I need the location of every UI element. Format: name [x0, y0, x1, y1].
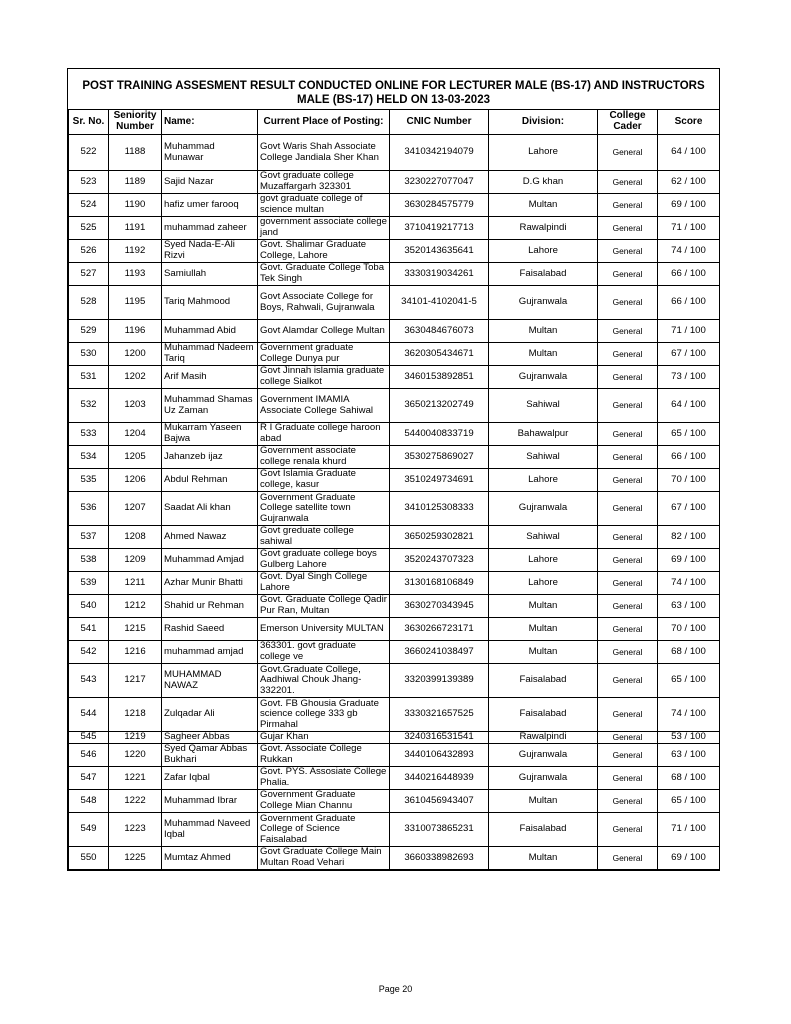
row-sr: 549	[69, 813, 109, 847]
row-score: 69 / 100	[658, 847, 720, 870]
row-cnic: 3650259302821	[390, 526, 489, 549]
row-division: Lahore	[489, 549, 598, 572]
row-posting: Govt greduate college sahiwal	[258, 526, 390, 549]
row-sr: 547	[69, 767, 109, 790]
row-posting: Govt Islamia Graduate college, kasur	[258, 469, 390, 492]
row-posting: Govt. Dyal Singh College Lahore	[258, 572, 390, 595]
row-cader: General	[598, 595, 658, 618]
header-division: Division:	[489, 110, 598, 135]
row-cnic: 3630284575779	[390, 194, 489, 217]
row-cader: General	[598, 813, 658, 847]
row-name: Muhammad Shamas Uz Zaman	[162, 389, 258, 423]
row-posting: Govt. PYS. Assosiate College Phalia.	[258, 767, 390, 790]
row-score: 68 / 100	[658, 767, 720, 790]
row-division: Gujranwala	[489, 366, 598, 389]
row-cader: General	[598, 469, 658, 492]
row-posting: Govt graduate college Muzaffargarh 323301	[258, 171, 390, 194]
table-row	[69, 526, 720, 549]
row-cader: General	[598, 744, 658, 767]
row-score: 70 / 100	[658, 469, 720, 492]
row-sr: 546	[69, 744, 109, 767]
row-seniority: 1222	[109, 790, 162, 813]
row-seniority: 1218	[109, 698, 162, 732]
row-cader: General	[598, 135, 658, 171]
row-posting: Government IMAMIA Associate College Sahiwal	[258, 389, 390, 423]
header-cader: College Cader	[598, 110, 658, 135]
table-row	[69, 698, 720, 732]
row-posting: govt graduate college of science multan	[258, 194, 390, 217]
row-sr: 541	[69, 618, 109, 641]
row-name: Syed Nada-E-Ali Rizvi	[162, 240, 258, 263]
row-seniority: 1195	[109, 286, 162, 320]
header-seniority: Seniority Number	[109, 110, 162, 135]
row-cnic: 3410342194079	[390, 135, 489, 171]
row-posting: Govt. Graduate College Toba Tek Singh	[258, 263, 390, 286]
row-cader: General	[598, 698, 658, 732]
row-cader: General	[598, 389, 658, 423]
table-row	[69, 767, 720, 790]
table-row	[69, 171, 720, 194]
row-cnic: 3310073865231	[390, 813, 489, 847]
row-name: Ahmed Nawaz	[162, 526, 258, 549]
row-division: Sahiwal	[489, 446, 598, 469]
row-name: Mukarram Yaseen Bajwa	[162, 423, 258, 446]
row-posting: 363301. govt graduate college ve	[258, 641, 390, 664]
row-score: 65 / 100	[658, 790, 720, 813]
row-cader: General	[598, 492, 658, 526]
row-cader: General	[598, 618, 658, 641]
row-seniority: 1205	[109, 446, 162, 469]
row-name: Rashid Saeed	[162, 618, 258, 641]
row-name: Sajid Nazar	[162, 171, 258, 194]
row-cader: General	[598, 572, 658, 595]
row-cnic: 3330321657525	[390, 698, 489, 732]
row-division: Gujranwala	[489, 492, 598, 526]
results-table	[68, 109, 720, 870]
row-division: Faisalabad	[489, 664, 598, 698]
row-cader: General	[598, 732, 658, 744]
row-cader: General	[598, 446, 658, 469]
row-posting: Govt. Associate College Rukkan	[258, 744, 390, 767]
row-cnic: 3650213202749	[390, 389, 489, 423]
row-division: Multan	[489, 847, 598, 870]
row-score: 53 / 100	[658, 732, 720, 744]
row-score: 65 / 100	[658, 664, 720, 698]
row-posting: Govt. Shalimar Graduate College, Lahore	[258, 240, 390, 263]
row-seniority: 1191	[109, 217, 162, 240]
row-name: Tariq Mahmood	[162, 286, 258, 320]
row-division: Faisalabad	[489, 698, 598, 732]
table-row	[69, 423, 720, 446]
table-header-row	[69, 110, 720, 135]
row-sr: 524	[69, 194, 109, 217]
row-sr: 527	[69, 263, 109, 286]
table-row	[69, 240, 720, 263]
document-title: POST TRAINING ASSESMENT RESULT CONDUCTED ONLINE FOR LECTURER MALE (BS-17) AND INSTRUCTORS MALE (BS-17) HELD ON 13-03-2023	[82, 80, 705, 106]
row-name: Abdul Rehman	[162, 469, 258, 492]
table-row	[69, 135, 720, 171]
row-division: Sahiwal	[489, 389, 598, 423]
row-sr: 536	[69, 492, 109, 526]
row-seniority: 1211	[109, 572, 162, 595]
row-seniority: 1208	[109, 526, 162, 549]
row-seniority: 1207	[109, 492, 162, 526]
row-division: Rawalpindi	[489, 217, 598, 240]
row-sr: 540	[69, 595, 109, 618]
row-division: Faisalabad	[489, 813, 598, 847]
header-posting: Current Place of Posting:	[258, 110, 390, 135]
row-posting: government associate college jand	[258, 217, 390, 240]
table-row	[69, 790, 720, 813]
row-posting: Emerson University MULTAN	[258, 618, 390, 641]
row-score: 66 / 100	[658, 286, 720, 320]
table-row	[69, 595, 720, 618]
row-sr: 537	[69, 526, 109, 549]
row-sr: 544	[69, 698, 109, 732]
row-score: 62 / 100	[658, 171, 720, 194]
table-row	[69, 366, 720, 389]
table-row	[69, 744, 720, 767]
row-cnic: 3660241038497	[390, 641, 489, 664]
row-division: Lahore	[489, 572, 598, 595]
row-cnic: 3610456943407	[390, 790, 489, 813]
row-division: Multan	[489, 790, 598, 813]
header-sr: Sr. No.	[69, 110, 109, 135]
row-sr: 532	[69, 389, 109, 423]
row-name: Muhammad Naveed Iqbal	[162, 813, 258, 847]
row-posting: Gujar Khan	[258, 732, 390, 744]
row-score: 82 / 100	[658, 526, 720, 549]
row-name: Sagheer Abbas	[162, 732, 258, 744]
row-name: muhammad amjad	[162, 641, 258, 664]
page-number: Page 20	[378, 984, 413, 994]
row-posting: Govt Jinnah islamia graduate college Sialkot	[258, 366, 390, 389]
row-score: 70 / 100	[658, 618, 720, 641]
row-cader: General	[598, 366, 658, 389]
header-cnic: CNIC Number	[390, 110, 489, 135]
row-seniority: 1206	[109, 469, 162, 492]
row-posting: Government associate college renala khurd	[258, 446, 390, 469]
results-sheet	[67, 68, 720, 871]
table-row	[69, 389, 720, 423]
row-division: Multan	[489, 343, 598, 366]
row-posting: Govt Waris Shah Associate College Jandiala Sher Khan	[258, 135, 390, 171]
row-sr: 550	[69, 847, 109, 870]
row-division: Lahore	[489, 240, 598, 263]
row-score: 69 / 100	[658, 549, 720, 572]
row-seniority: 1196	[109, 320, 162, 343]
table-row	[69, 194, 720, 217]
row-sr: 526	[69, 240, 109, 263]
row-seniority: 1188	[109, 135, 162, 171]
row-division: Bahawalpur	[489, 423, 598, 446]
row-cader: General	[598, 790, 658, 813]
row-seniority: 1223	[109, 813, 162, 847]
table-row	[69, 641, 720, 664]
row-division: Multan	[489, 320, 598, 343]
row-division: Gujranwala	[489, 286, 598, 320]
table-row	[69, 343, 720, 366]
row-name: Jahanzeb ijaz	[162, 446, 258, 469]
row-division: Gujranwala	[489, 744, 598, 767]
row-score: 63 / 100	[658, 744, 720, 767]
row-posting: Govt.Graduate College, Aadhiwal Chouk Jhang-332201.	[258, 664, 390, 698]
row-seniority: 1202	[109, 366, 162, 389]
row-posting: Government Graduate College Mian Channu	[258, 790, 390, 813]
row-posting: Government Graduate College of Science Faisalabad	[258, 813, 390, 847]
row-cnic: 3530275869027	[390, 446, 489, 469]
row-division: Lahore	[489, 135, 598, 171]
row-posting: Govt graduate college boys Gulberg Lahore	[258, 549, 390, 572]
row-cnic: 3520143635641	[390, 240, 489, 263]
row-cader: General	[598, 263, 658, 286]
row-posting: Govt. Graduate College Qadir Pur Ran, Multan	[258, 595, 390, 618]
row-division: Sahiwal	[489, 526, 598, 549]
row-sr: 530	[69, 343, 109, 366]
row-seniority: 1219	[109, 732, 162, 744]
row-score: 66 / 100	[658, 446, 720, 469]
row-cnic: 3330319034261	[390, 263, 489, 286]
row-seniority: 1217	[109, 664, 162, 698]
row-cnic: 3630270343945	[390, 595, 489, 618]
row-cader: General	[598, 847, 658, 870]
row-posting: Govt Graduate College Main Multan Road Vehari	[258, 847, 390, 870]
row-name: Samiullah	[162, 263, 258, 286]
header-score: Score	[658, 110, 720, 135]
row-score: 65 / 100	[658, 423, 720, 446]
row-name: Muhammad Nadeem Tariq	[162, 343, 258, 366]
row-cnic: 3710419217713	[390, 217, 489, 240]
row-name: Azhar Munir Bhatti	[162, 572, 258, 595]
row-seniority: 1190	[109, 194, 162, 217]
row-seniority: 1216	[109, 641, 162, 664]
row-division: Lahore	[489, 469, 598, 492]
row-sr: 543	[69, 664, 109, 698]
table-row	[69, 469, 720, 492]
row-score: 71 / 100	[658, 320, 720, 343]
row-sr: 548	[69, 790, 109, 813]
row-sr: 542	[69, 641, 109, 664]
row-sr: 534	[69, 446, 109, 469]
row-sr: 529	[69, 320, 109, 343]
row-name: muhammad zaheer	[162, 217, 258, 240]
row-name: Mumtaz Ahmed	[162, 847, 258, 870]
row-cader: General	[598, 286, 658, 320]
row-cnic: 3240316531541	[390, 732, 489, 744]
row-seniority: 1212	[109, 595, 162, 618]
row-posting: R I Graduate college haroon abad	[258, 423, 390, 446]
row-name: Zulqadar Ali	[162, 698, 258, 732]
row-cader: General	[598, 664, 658, 698]
table-row	[69, 664, 720, 698]
row-name: Syed Qamar Abbas Bukhari	[162, 744, 258, 767]
row-sr: 533	[69, 423, 109, 446]
row-cader: General	[598, 217, 658, 240]
header-name: Name:	[162, 110, 258, 135]
table-row	[69, 263, 720, 286]
row-cader: General	[598, 320, 658, 343]
table-row	[69, 446, 720, 469]
row-score: 69 / 100	[658, 194, 720, 217]
row-name: Shahid ur Rehman	[162, 595, 258, 618]
row-score: 68 / 100	[658, 641, 720, 664]
row-seniority: 1215	[109, 618, 162, 641]
row-cnic: 3320399139389	[390, 664, 489, 698]
row-score: 66 / 100	[658, 263, 720, 286]
row-posting: Govt Alamdar College Multan	[258, 320, 390, 343]
row-score: 63 / 100	[658, 595, 720, 618]
row-cnic: 3630484676073	[390, 320, 489, 343]
row-score: 74 / 100	[658, 572, 720, 595]
row-sr: 531	[69, 366, 109, 389]
row-cnic: 5440040833719	[390, 423, 489, 446]
table-row	[69, 572, 720, 595]
row-name: Muhammad Munawar	[162, 135, 258, 171]
table-row	[69, 286, 720, 320]
table-row	[69, 813, 720, 847]
row-sr: 538	[69, 549, 109, 572]
row-cnic: 3630266723171	[390, 618, 489, 641]
row-cnic: 3440106432893	[390, 744, 489, 767]
row-cnic: 3520243707323	[390, 549, 489, 572]
row-cnic: 3230227077047	[390, 171, 489, 194]
row-cnic: 3130168106849	[390, 572, 489, 595]
row-cader: General	[598, 526, 658, 549]
row-cnic: 3510249734691	[390, 469, 489, 492]
row-seniority: 1221	[109, 767, 162, 790]
row-cader: General	[598, 641, 658, 664]
row-division: Gujranwala	[489, 767, 598, 790]
row-cnic: 3460153892851	[390, 366, 489, 389]
row-seniority: 1220	[109, 744, 162, 767]
row-posting: Government Graduate College satellite town Gujranwala	[258, 492, 390, 526]
row-seniority: 1192	[109, 240, 162, 263]
row-seniority: 1203	[109, 389, 162, 423]
row-seniority: 1225	[109, 847, 162, 870]
row-division: Faisalabad	[489, 263, 598, 286]
row-score: 74 / 100	[658, 240, 720, 263]
row-posting: Govt. FB Ghousia Graduate science college 333 gb Pirmahal	[258, 698, 390, 732]
row-cader: General	[598, 171, 658, 194]
row-seniority: 1204	[109, 423, 162, 446]
row-seniority: 1200	[109, 343, 162, 366]
row-score: 74 / 100	[658, 698, 720, 732]
row-cader: General	[598, 549, 658, 572]
row-posting: Govt Associate College for Boys, Rahwali, Gujranwala	[258, 286, 390, 320]
row-name: hafiz umer farooq	[162, 194, 258, 217]
row-sr: 525	[69, 217, 109, 240]
row-score: 67 / 100	[658, 343, 720, 366]
row-cnic: 34101-4102041-5	[390, 286, 489, 320]
table-row	[69, 618, 720, 641]
row-score: 67 / 100	[658, 492, 720, 526]
row-cnic: 3440216448939	[390, 767, 489, 790]
table-row	[69, 847, 720, 870]
row-division: Multan	[489, 641, 598, 664]
table-row	[69, 549, 720, 572]
row-division: Multan	[489, 595, 598, 618]
row-cader: General	[598, 767, 658, 790]
row-cnic: 3620305434671	[390, 343, 489, 366]
row-score: 71 / 100	[658, 217, 720, 240]
row-name: Saadat Ali khan	[162, 492, 258, 526]
row-score: 64 / 100	[658, 389, 720, 423]
row-cader: General	[598, 240, 658, 263]
row-sr: 523	[69, 171, 109, 194]
row-name: MUHAMMAD NAWAZ	[162, 664, 258, 698]
row-name: Muhammad Amjad	[162, 549, 258, 572]
row-sr: 522	[69, 135, 109, 171]
row-score: 71 / 100	[658, 813, 720, 847]
row-division: Multan	[489, 194, 598, 217]
table-row	[69, 492, 720, 526]
row-name: Zafar Iqbal	[162, 767, 258, 790]
row-cnic: 3660338982693	[390, 847, 489, 870]
row-seniority: 1193	[109, 263, 162, 286]
table-row	[69, 217, 720, 240]
table-row	[69, 732, 720, 744]
row-seniority: 1209	[109, 549, 162, 572]
row-name: Muhammad Abid	[162, 320, 258, 343]
row-division: Rawalpindi	[489, 732, 598, 744]
row-cader: General	[598, 343, 658, 366]
table-row	[69, 320, 720, 343]
row-cnic: 3410125308333	[390, 492, 489, 526]
row-score: 64 / 100	[658, 135, 720, 171]
row-name: Muhammad Ibrar	[162, 790, 258, 813]
row-posting: Government graduate College Dunya pur	[258, 343, 390, 366]
row-sr: 528	[69, 286, 109, 320]
row-cader: General	[598, 194, 658, 217]
row-division: Multan	[489, 618, 598, 641]
row-name: Arif Masih	[162, 366, 258, 389]
row-sr: 539	[69, 572, 109, 595]
row-sr: 535	[69, 469, 109, 492]
row-sr: 545	[69, 732, 109, 744]
table-body	[69, 135, 720, 870]
row-score: 73 / 100	[658, 366, 720, 389]
row-seniority: 1189	[109, 171, 162, 194]
row-division: D.G khan	[489, 171, 598, 194]
row-cader: General	[598, 423, 658, 446]
